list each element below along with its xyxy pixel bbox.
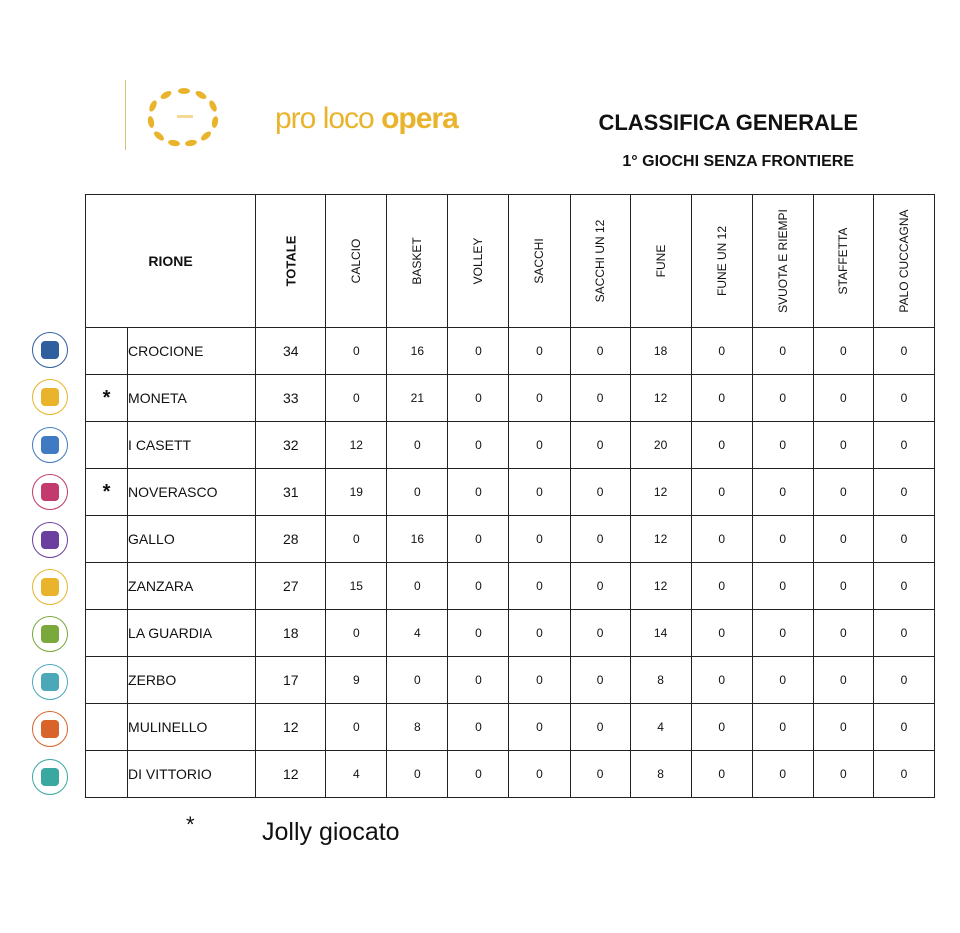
rione-name: CROCIONE: [128, 328, 256, 375]
badge-fill: [41, 625, 59, 643]
score-cell: 12: [630, 563, 691, 610]
score-cell: 0: [509, 704, 570, 751]
score-cell: 0: [448, 657, 509, 704]
jolly-mark: [86, 657, 128, 704]
column-header: SVUOTA E RIEMPI: [752, 195, 813, 328]
score-cell: 0: [813, 657, 873, 704]
score-cell: 0: [873, 563, 934, 610]
score-cell: 0: [691, 657, 752, 704]
total-cell: 28: [256, 516, 326, 563]
score-cell: 0: [873, 469, 934, 516]
rione-name: ZANZARA: [128, 563, 256, 610]
total-cell: 12: [256, 751, 326, 798]
score-cell: 0: [448, 469, 509, 516]
brand-header: [125, 80, 485, 152]
score-cell: 0: [326, 610, 387, 657]
score-cell: 0: [509, 610, 570, 657]
score-cell: 9: [326, 657, 387, 704]
score-cell: 0: [326, 375, 387, 422]
table-row: [86, 751, 935, 798]
score-cell: 18: [630, 328, 691, 375]
score-cell: 4: [387, 610, 448, 657]
score-cell: 0: [448, 610, 509, 657]
houses-icon: [32, 427, 68, 463]
total-cell: 31: [256, 469, 326, 516]
score-cell: 0: [873, 328, 934, 375]
score-cell: 0: [873, 422, 934, 469]
score-cell: 0: [570, 563, 630, 610]
jolly-mark: [86, 704, 128, 751]
score-cell: 0: [448, 328, 509, 375]
score-cell: 0: [813, 516, 873, 563]
table-row: [86, 563, 935, 610]
score-cell: 16: [387, 516, 448, 563]
score-cell: 0: [691, 610, 752, 657]
legend-symbol: *: [186, 812, 195, 837]
score-cell: 0: [448, 422, 509, 469]
column-header: SACCHI: [509, 195, 570, 328]
rione-name: I CASETT: [128, 422, 256, 469]
badge-fill: [41, 436, 59, 454]
total-cell: 17: [256, 657, 326, 704]
score-cell: 0: [752, 610, 813, 657]
score-cell: 0: [813, 704, 873, 751]
dragon-icon: [32, 616, 68, 652]
score-cell: 0: [387, 657, 448, 704]
score-cell: 0: [752, 563, 813, 610]
score-cell: 12: [630, 516, 691, 563]
jolly-mark: [86, 610, 128, 657]
score-cell: 0: [873, 751, 934, 798]
badge-fill: [41, 483, 59, 501]
score-cell: 0: [509, 422, 570, 469]
score-cell: 0: [752, 469, 813, 516]
rooster-icon: [32, 332, 68, 368]
score-cell: 0: [813, 469, 873, 516]
score-cell: 0: [448, 751, 509, 798]
total-cell: 33: [256, 375, 326, 422]
score-cell: 0: [570, 328, 630, 375]
badge-fill: [41, 720, 59, 738]
score-cell: 0: [570, 657, 630, 704]
score-cell: 0: [813, 751, 873, 798]
table-row: [86, 328, 935, 375]
score-cell: 8: [387, 704, 448, 751]
score-cell: 0: [387, 751, 448, 798]
badge-fill: [41, 388, 59, 406]
jolly-mark: *: [86, 375, 128, 422]
score-cell: 0: [813, 375, 873, 422]
column-header: FUNE: [630, 195, 691, 328]
score-cell: 0: [873, 375, 934, 422]
score-cell: 0: [509, 469, 570, 516]
score-cell: 12: [630, 375, 691, 422]
rione-name: NOVERASCO: [128, 469, 256, 516]
score-cell: 4: [326, 751, 387, 798]
score-cell: 0: [448, 516, 509, 563]
table-row: [86, 516, 935, 563]
score-cell: 14: [630, 610, 691, 657]
score-cell: 0: [387, 563, 448, 610]
score-cell: 0: [509, 751, 570, 798]
score-cell: 0: [752, 422, 813, 469]
score-cell: 0: [570, 469, 630, 516]
score-cell: 0: [691, 751, 752, 798]
badge-fill: [41, 578, 59, 596]
score-cell: 0: [509, 328, 570, 375]
table-row: [86, 422, 935, 469]
score-cell: 0: [752, 375, 813, 422]
legend-text: Jolly giocato: [262, 818, 400, 846]
score-cell: 0: [691, 516, 752, 563]
ranking-table: [85, 194, 935, 798]
jolly-mark: *: [86, 469, 128, 516]
column-header: PALO CUCCAGNA: [873, 195, 934, 328]
page-subtitle: 1° GIOCHI SENZA FRONTIERE: [622, 153, 854, 170]
score-cell: 0: [873, 704, 934, 751]
score-cell: 0: [570, 751, 630, 798]
mosquito-icon: [32, 569, 68, 605]
score-cell: 0: [752, 328, 813, 375]
score-cell: 0: [813, 422, 873, 469]
pro-loco-logo-icon: [141, 86, 227, 148]
score-cell: 0: [326, 704, 387, 751]
score-cell: 8: [630, 657, 691, 704]
gate-icon: [32, 759, 68, 795]
badge-fill: [41, 531, 59, 549]
score-cell: 0: [691, 469, 752, 516]
mill-icon: [32, 711, 68, 747]
jolly-mark: [86, 563, 128, 610]
brand-wordmark: pro loco opera: [275, 102, 458, 135]
coin-icon: [32, 379, 68, 415]
total-cell: 18: [256, 610, 326, 657]
score-cell: 0: [813, 328, 873, 375]
jolly-mark: [86, 516, 128, 563]
score-cell: 15: [326, 563, 387, 610]
score-cell: 0: [570, 610, 630, 657]
score-cell: 0: [813, 610, 873, 657]
rione-name: MONETA: [128, 375, 256, 422]
crown-icon: [32, 664, 68, 700]
score-cell: 0: [570, 516, 630, 563]
badge-fill: [41, 673, 59, 691]
jolly-mark: [86, 328, 128, 375]
score-cell: 0: [752, 751, 813, 798]
score-cell: 0: [509, 375, 570, 422]
table-row: [86, 375, 935, 422]
score-cell: 0: [509, 657, 570, 704]
column-header: BASKET: [387, 195, 448, 328]
score-cell: 0: [691, 328, 752, 375]
score-cell: 0: [813, 563, 873, 610]
score-cell: 0: [448, 704, 509, 751]
score-cell: 0: [570, 375, 630, 422]
page-title: CLASSIFICA GENERALE: [598, 110, 858, 135]
score-cell: 0: [570, 422, 630, 469]
table-row: [86, 704, 935, 751]
score-cell: 21: [387, 375, 448, 422]
score-cell: 0: [752, 516, 813, 563]
score-cell: 0: [752, 704, 813, 751]
birds-icon: [32, 522, 68, 558]
table-row: [86, 610, 935, 657]
score-cell: 0: [326, 516, 387, 563]
score-cell: 0: [691, 704, 752, 751]
score-cell: 0: [509, 516, 570, 563]
column-header: SACCHI UN 12: [570, 195, 630, 328]
rione-name: DI VITTORIO: [128, 751, 256, 798]
total-cell: 12: [256, 704, 326, 751]
brand-divider: [125, 80, 126, 150]
table-row: [86, 657, 935, 704]
score-cell: 0: [448, 563, 509, 610]
jolly-mark: [86, 422, 128, 469]
column-header: FUNE UN 12: [691, 195, 752, 328]
jolly-mark: [86, 751, 128, 798]
score-cell: 12: [326, 422, 387, 469]
buildings-icon: [32, 474, 68, 510]
score-cell: 20: [630, 422, 691, 469]
score-cell: 0: [509, 563, 570, 610]
badge-fill: [41, 341, 59, 359]
score-cell: 0: [691, 563, 752, 610]
score-cell: 19: [326, 469, 387, 516]
score-cell: 4: [630, 704, 691, 751]
total-cell: 34: [256, 328, 326, 375]
rione-header: RIONE: [86, 195, 256, 328]
score-cell: 12: [630, 469, 691, 516]
score-cell: 0: [873, 657, 934, 704]
rione-name: MULINELLO: [128, 704, 256, 751]
column-header: STAFFETTA: [813, 195, 873, 328]
score-cell: 0: [873, 610, 934, 657]
column-header: TOTALE: [256, 195, 326, 328]
rione-name: LA GUARDIA: [128, 610, 256, 657]
score-cell: 0: [691, 422, 752, 469]
column-header: VOLLEY: [448, 195, 509, 328]
table-header-row: [86, 195, 935, 328]
column-header: CALCIO: [326, 195, 387, 328]
score-cell: 0: [326, 328, 387, 375]
score-cell: 16: [387, 328, 448, 375]
total-cell: 32: [256, 422, 326, 469]
table-row: [86, 469, 935, 516]
rione-name: GALLO: [128, 516, 256, 563]
score-cell: 8: [630, 751, 691, 798]
score-cell: 0: [387, 422, 448, 469]
score-cell: 0: [873, 516, 934, 563]
total-cell: 27: [256, 563, 326, 610]
score-cell: 0: [448, 375, 509, 422]
score-cell: 0: [387, 469, 448, 516]
score-cell: 0: [570, 704, 630, 751]
score-cell: 0: [691, 375, 752, 422]
badge-fill: [41, 768, 59, 786]
score-cell: 0: [752, 657, 813, 704]
rione-name: ZERBO: [128, 657, 256, 704]
